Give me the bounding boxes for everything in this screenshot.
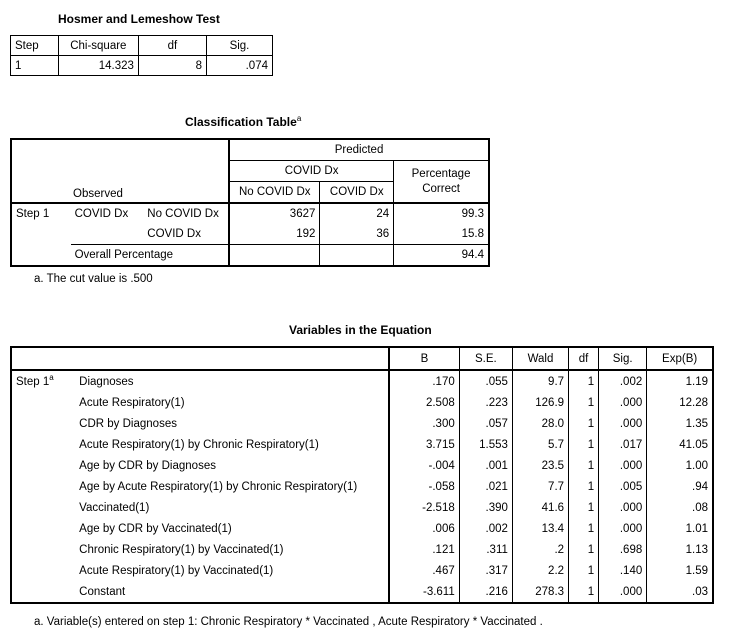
cell: .001 (459, 455, 512, 476)
cell: .317 (459, 560, 512, 581)
cell: 1 (569, 392, 599, 413)
cell: -3.611 (389, 581, 459, 603)
variable-name: Age by CDR by Vaccinated(1) (79, 522, 232, 535)
cell: 278.3 (512, 581, 568, 603)
col-header-chi-square: Chi-square (58, 36, 138, 56)
table-row (11, 497, 713, 518)
cell: 7.7 (512, 476, 568, 497)
variable-name: CDR by Diagnoses (79, 417, 177, 430)
cell: 12.28 (647, 392, 713, 413)
variable-name: Vaccinated(1) (79, 501, 150, 514)
cell-df: 8 (138, 56, 206, 76)
cell: .002 (459, 518, 512, 539)
cell: 15.8 (394, 224, 489, 245)
variable-name: Acute Respiratory(1) (79, 396, 185, 409)
cell: 1.35 (647, 413, 713, 434)
table-row (11, 245, 489, 267)
cell: 2.2 (512, 560, 568, 581)
cell: 1 (569, 413, 599, 434)
cell: .698 (599, 539, 647, 560)
cell: .216 (459, 581, 512, 603)
table-row (11, 581, 713, 603)
cell: 3627 (229, 203, 320, 224)
variables-table-body (11, 370, 713, 603)
table-row (11, 455, 713, 476)
cell: .390 (459, 497, 512, 518)
overall-label: Overall Percentage (71, 245, 230, 267)
row-variable: COVID Dx (74, 208, 129, 220)
covid-dx-header: COVID Dx (229, 161, 393, 182)
cell-chi-square: 14.323 (58, 56, 138, 76)
cell: 1.19 (647, 370, 713, 392)
cell: .2 (512, 539, 568, 560)
cell: .000 (599, 455, 647, 476)
col-header-expb: Exp(B) (647, 347, 713, 370)
hosmer-table (10, 35, 273, 76)
table-row (11, 518, 713, 539)
variables-title: Variables in the Equation (289, 323, 432, 337)
cell: .005 (599, 476, 647, 497)
cell: .140 (599, 560, 647, 581)
cell: .223 (459, 392, 512, 413)
cell: .017 (599, 434, 647, 455)
cell: 1.553 (459, 434, 512, 455)
variable-name: Age by Acute Respiratory(1) by Chronic Respiratory(1) (79, 480, 358, 493)
step-label: Step 1$^a$ (16, 372, 54, 388)
cell: 192 (229, 224, 320, 245)
cell: -.004 (389, 455, 459, 476)
variable-name: Diagnoses (79, 375, 134, 388)
variable-name: Chronic Respiratory(1) by Vaccinated(1) (79, 543, 284, 556)
row-label-no-covid: No COVID Dx (147, 208, 219, 220)
cell: .311 (459, 539, 512, 560)
cell: 99.3 (394, 203, 489, 224)
cell: 41.6 (512, 497, 568, 518)
cell: .000 (599, 413, 647, 434)
cell: 2.508 (389, 392, 459, 413)
cell: .000 (599, 392, 647, 413)
cell: .000 (599, 497, 647, 518)
variable-name: Constant (79, 585, 126, 598)
cell: 1 (569, 455, 599, 476)
variable-name: Acute Respiratory(1) by Chronic Respiratory(1) (79, 438, 319, 451)
cell-step: 1 (11, 56, 59, 76)
cell: -.058 (389, 476, 459, 497)
col-header-df: df (138, 36, 206, 56)
col-header-sig: Sig. (599, 347, 647, 370)
col-header-no-covid: No COVID Dx (229, 182, 320, 204)
cell: .08 (647, 497, 713, 518)
row-label-covid: COVID Dx (147, 228, 201, 240)
cell: .055 (459, 370, 512, 392)
cell: .002 (599, 370, 647, 392)
cell: 1 (569, 560, 599, 581)
hosmer-title: Hosmer and Lemeshow Test (58, 12, 220, 26)
classification-title: Classification Table$^a$ (185, 114, 302, 129)
cell: .94 (647, 476, 713, 497)
cell: .057 (459, 413, 512, 434)
cell: 1 (569, 370, 599, 392)
cell: .03 (647, 581, 713, 603)
overall-value: 94.4 (394, 245, 489, 267)
cell: .021 (459, 476, 512, 497)
cell-sig: .074 (206, 56, 272, 76)
table-row (11, 203, 489, 224)
cell: 1 (569, 434, 599, 455)
col-header-covid: COVID Dx (320, 182, 394, 204)
cell: 9.7 (512, 370, 568, 392)
cell: 3.715 (389, 434, 459, 455)
cell: 24 (320, 203, 394, 224)
cell: 1.13 (647, 539, 713, 560)
col-header-wald: Wald (512, 347, 568, 370)
table-row (11, 434, 713, 455)
cell: 28.0 (512, 413, 568, 434)
table-row (11, 476, 713, 497)
cell: .467 (389, 560, 459, 581)
cell: 5.7 (512, 434, 568, 455)
cell: 1 (569, 581, 599, 603)
col-header-step: Step (11, 36, 59, 56)
classification-footnote: a. The cut value is .500 (34, 273, 153, 285)
cell: 36 (320, 224, 394, 245)
cell: 1.59 (647, 560, 713, 581)
step-label: Step 1 (16, 208, 50, 220)
cell: 1 (569, 476, 599, 497)
table-row (11, 560, 713, 581)
table-row (11, 392, 713, 413)
classification-table (10, 138, 490, 267)
variables-footnote: a. Variable(s) entered on step 1: Chronic Respiratory * Vaccinated , Acute Respiratory * Vaccinated . (34, 616, 543, 628)
percentage-correct-header: Percentage Correct (394, 161, 489, 204)
variables-table (10, 346, 714, 604)
cell: 1 (569, 539, 599, 560)
cell: 41.05 (647, 434, 713, 455)
table-row (11, 539, 713, 560)
cell: 1 (569, 497, 599, 518)
table-header-row (11, 347, 713, 370)
cell: 126.9 (512, 392, 568, 413)
cell: 1.01 (647, 518, 713, 539)
observed-header: Observed (73, 188, 123, 200)
table-row (11, 224, 489, 245)
variable-name: Age by CDR by Diagnoses (79, 459, 216, 472)
table-row (11, 56, 273, 76)
cell: 13.4 (512, 518, 568, 539)
cell: .000 (599, 518, 647, 539)
col-header-sig: Sig. (206, 36, 272, 56)
cell: 23.5 (512, 455, 568, 476)
table-row (11, 370, 713, 392)
cell: .121 (389, 539, 459, 560)
cell: 1 (569, 518, 599, 539)
col-header-b: B (389, 347, 459, 370)
cell: .000 (599, 581, 647, 603)
cell: -2.518 (389, 497, 459, 518)
table-row (11, 413, 713, 434)
col-header-se: S.E. (459, 347, 512, 370)
col-header-df: df (569, 347, 599, 370)
variable-name: Acute Respiratory(1) by Vaccinated(1) (79, 564, 274, 577)
cell: .170 (389, 370, 459, 392)
predicted-header: Predicted (229, 139, 489, 161)
cell: .006 (389, 518, 459, 539)
cell: .300 (389, 413, 459, 434)
cell: 1.00 (647, 455, 713, 476)
table-header-row (11, 36, 273, 56)
